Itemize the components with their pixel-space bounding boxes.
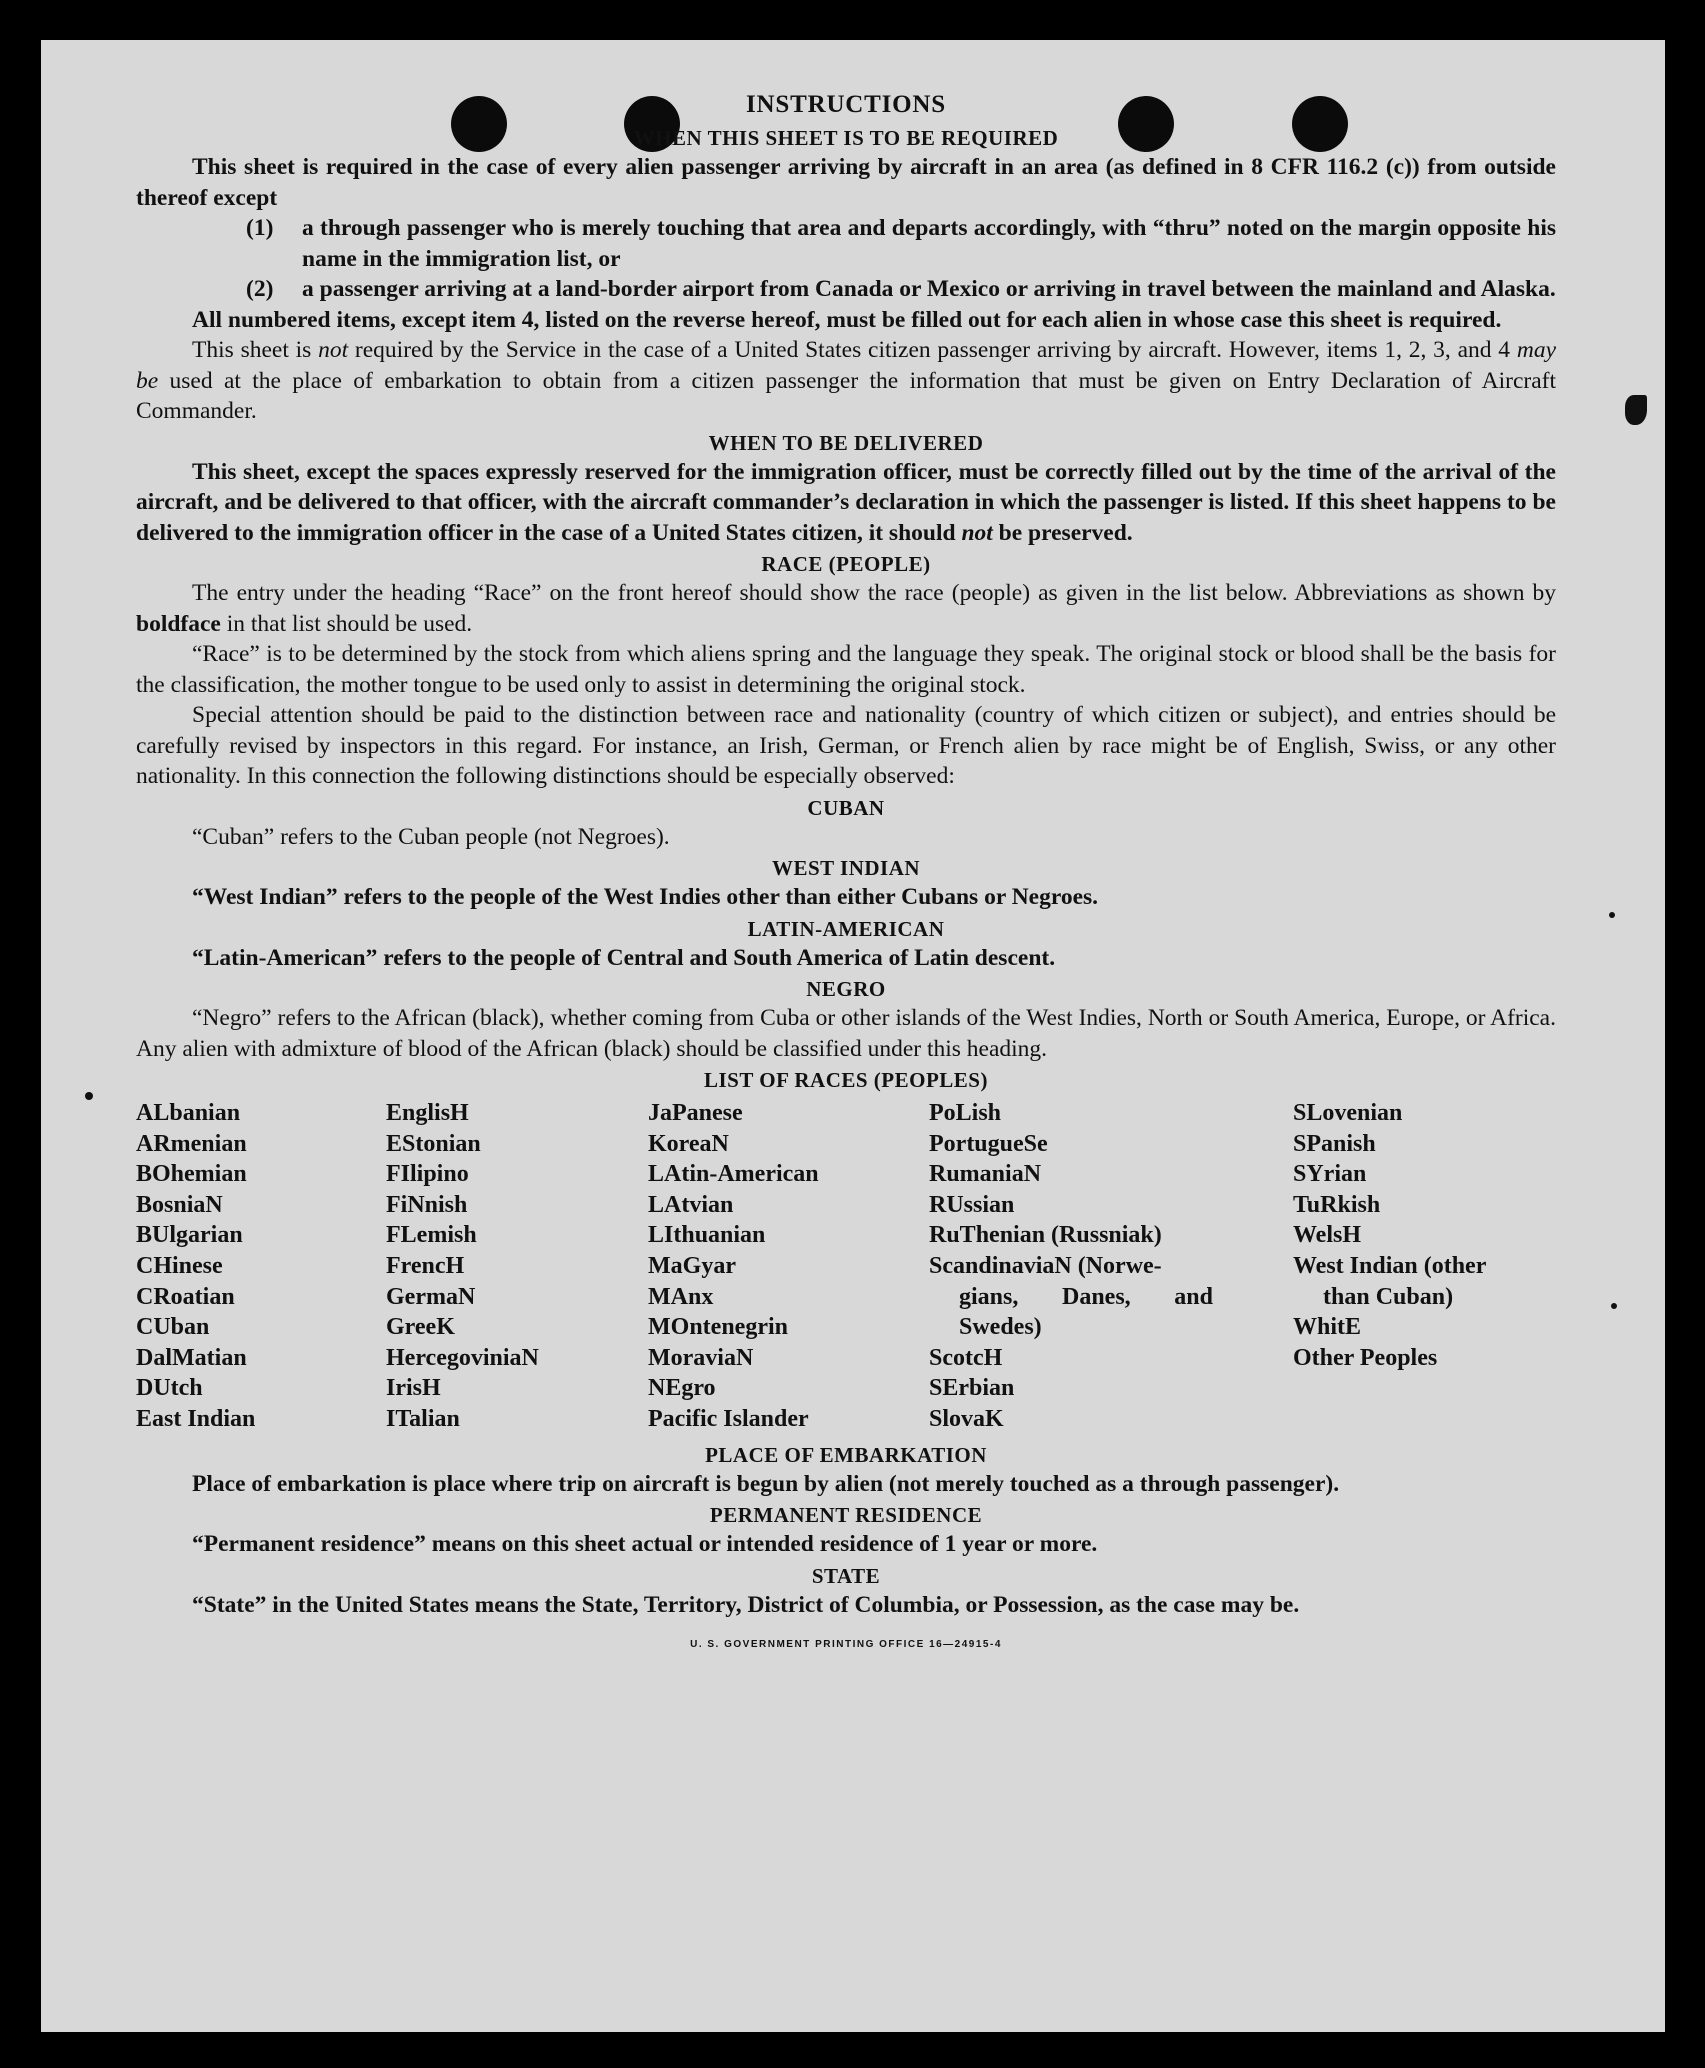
races-column-1 bbox=[136, 1098, 386, 1435]
race-entry: LIthuanian bbox=[648, 1222, 766, 1249]
race-entry: SPanish bbox=[1293, 1130, 1376, 1157]
race-entry: ITalian bbox=[386, 1405, 460, 1432]
race-entry: DUtch bbox=[136, 1375, 203, 1402]
section-heading-embarkation: PLACE OF EMBARKATION bbox=[705, 1442, 987, 1467]
emphasis-not: not bbox=[961, 519, 993, 546]
race-paragraph-1: The entry under the heading “Race” on the front hereof should show the race (people) as given in the list below. Abbreviations as shown by boldface in that list should be used. bbox=[136, 580, 1556, 637]
race-entry: MaGyar bbox=[648, 1252, 736, 1279]
race-entry-continued: gians, Danes, and Swedes) bbox=[959, 1283, 1213, 1341]
race-entry: MoraviaN bbox=[648, 1344, 754, 1371]
race-entry: BOhemian bbox=[136, 1161, 247, 1188]
section-heading-state: STATE bbox=[811, 1563, 881, 1588]
race-entry: LAtin-American bbox=[648, 1161, 819, 1188]
numbered-items-paragraph: All numbered items, except item 4, listed on the reverse hereof, must be filled out for each alien in whose case this sheet is required. bbox=[192, 306, 1502, 333]
race-entry: SlovaK bbox=[929, 1405, 1004, 1432]
race-entry: GermaN bbox=[386, 1283, 476, 1310]
race-entry: WhitE bbox=[1293, 1314, 1362, 1341]
race-entry: SErbian bbox=[929, 1375, 1015, 1402]
item-number: (1) bbox=[246, 215, 274, 241]
race-entry: ARmenian bbox=[136, 1130, 247, 1157]
race-entry: FrencH bbox=[386, 1252, 465, 1279]
race-entry: FIlipino bbox=[386, 1161, 469, 1188]
race-entry: Other Peoples bbox=[1293, 1344, 1438, 1371]
negro-paragraph: “Negro” refers to the African (black), whether coming from Cuba or other islands of the West Indies, North or South America, Europe, or Africa. Any alien with admixture of blood of the African (black) should be classified under this heading. bbox=[136, 1005, 1556, 1062]
section-heading-races-list: LIST OF RACES (PEOPLES) bbox=[704, 1068, 988, 1092]
race-entry: Pacific Islander bbox=[648, 1405, 809, 1432]
race-entry: IrisH bbox=[386, 1375, 441, 1402]
race-entry: SLovenian bbox=[1293, 1100, 1403, 1126]
races-column-2 bbox=[386, 1098, 648, 1435]
west-indian-paragraph: “West Indian” refers to the people of the West Indies other than either Cubans or Negroes. bbox=[192, 884, 1099, 910]
race-entry: ALbanian bbox=[136, 1100, 241, 1126]
race-entry: West Indian (other bbox=[1293, 1252, 1487, 1279]
section-heading-latin-american: LATIN-AMERICAN bbox=[747, 916, 945, 941]
embarkation-paragraph: Place of embarkation is place where trip on aircraft is begun by alien (not merely touched as a through passenger). bbox=[192, 1470, 1340, 1497]
section-heading-west-indian: WEST INDIAN bbox=[771, 856, 921, 880]
race-entry: RumaniaN bbox=[929, 1161, 1042, 1188]
races-column-5 bbox=[1293, 1098, 1556, 1435]
race-entry: CHinese bbox=[136, 1252, 223, 1279]
margin-mark bbox=[85, 1092, 93, 1100]
race-entry: RUssian bbox=[929, 1191, 1015, 1218]
emphasis-not: not bbox=[318, 337, 349, 363]
state-paragraph: “State” in the United States means the State, Territory, District of Columbia, or Possession, as the case may be. bbox=[192, 1591, 1300, 1618]
item-number: (2) bbox=[246, 276, 274, 302]
section-heading-required: WHEN THIS SHEET IS TO BE REQUIRED bbox=[633, 126, 1059, 150]
race-entry: EStonian bbox=[386, 1130, 481, 1157]
race-entry: MAnx bbox=[648, 1283, 714, 1310]
race-entry-continued: than Cuban) bbox=[1323, 1283, 1454, 1310]
printer-imprint: U. S. GOVERNMENT PRINTING OFFICE 16—24915-4 bbox=[690, 1639, 1002, 1651]
race-entry: EnglisH bbox=[386, 1100, 469, 1126]
race-entry: JaPanese bbox=[648, 1100, 743, 1126]
races-column-4 bbox=[929, 1098, 1213, 1435]
citizen-paragraph: This sheet is not required by the Service in the case of a United States citizen passenger arriving by aircraft. However, items 1, 2, 3, and 4 may be used at the place of embarkation to obtain from a citizen passenger the information that must be given on Entry Declaration of Aircraft Commander. bbox=[136, 337, 1556, 424]
race-entry: FiNnish bbox=[386, 1191, 468, 1218]
race-entry: KoreaN bbox=[648, 1130, 729, 1157]
race-entry: East Indian bbox=[136, 1405, 256, 1432]
cuban-paragraph: “Cuban” refers to the Cuban people (not Negroes). bbox=[192, 823, 670, 850]
race-entry: DalMatian bbox=[136, 1344, 247, 1371]
race-paragraph-2: “Race” is to be determined by the stock from which aliens spring and the language they speak. The original stock or blood shall be the basis for the classification, the mother tongue to be used only to assist in determining the original stock. bbox=[136, 641, 1556, 698]
races-list bbox=[136, 1098, 1556, 1435]
margin-mark bbox=[1625, 395, 1647, 425]
latin-american-paragraph: “Latin-American” refers to the people of Central and South America of Latin descent. bbox=[192, 944, 1056, 971]
race-entry: SYrian bbox=[1293, 1161, 1367, 1188]
exception-item bbox=[136, 213, 1556, 274]
required-paragraph: This sheet is required in the case of every alien passenger arriving by aircraft in an area (as defined in 8 CFR 116.2 (c)) from outside thereof except bbox=[136, 154, 1556, 211]
sheet-text bbox=[136, 88, 1556, 1661]
item-text: a through passenger who is merely touching that area and departs accordingly, with “thru” noted on the margin opposite his name in the immigration list, or bbox=[302, 215, 1556, 272]
exception-item bbox=[136, 274, 1556, 305]
race-entry: BUlgarian bbox=[136, 1222, 243, 1249]
race-entry: HercegoviniaN bbox=[386, 1344, 539, 1371]
section-heading-residence: PERMANENT RESIDENCE bbox=[709, 1503, 983, 1528]
section-heading-delivered: WHEN TO BE DELIVERED bbox=[708, 430, 984, 455]
race-entry: CRoatian bbox=[136, 1283, 235, 1310]
margin-mark bbox=[1609, 912, 1615, 918]
race-entry: WelsH bbox=[1293, 1222, 1362, 1249]
race-entry: NEgro bbox=[648, 1375, 716, 1402]
section-heading-race: RACE (PEOPLE) bbox=[761, 552, 931, 576]
section-heading-negro: NEGRO bbox=[806, 977, 886, 1001]
race-entry: TuRkish bbox=[1293, 1191, 1381, 1218]
margin-mark bbox=[1611, 1303, 1617, 1309]
race-entry: BosniaN bbox=[136, 1191, 223, 1218]
race-entry: LAtvian bbox=[648, 1191, 734, 1218]
races-column-3 bbox=[648, 1098, 929, 1435]
race-paragraph-3: Special attention should be paid to the distinction between race and nationality (country of which citizen or subject), and entries should be carefully revised by inspectors in this regard. For instance, an Irish, German, or French alien by race might be of English, Swiss, or any other nationality. In this connection the following distinctions should be especially observed: bbox=[136, 702, 1556, 789]
instruction-sheet bbox=[41, 40, 1665, 2032]
section-heading-cuban: CUBAN bbox=[807, 795, 885, 820]
item-text: a passenger arriving at a land-border airport from Canada or Mexico or arriving in travel between the mainland and Alaska. bbox=[302, 276, 1556, 302]
race-entry: ScandinaviaN (Norwe- bbox=[929, 1252, 1162, 1279]
race-entry: CUban bbox=[136, 1314, 210, 1341]
delivered-paragraph: This sheet, except the spaces expressly reserved for the immigration officer, must be correctly filled out by the time of the arrival of the aircraft, and be delivered to that officer, with the aircraft commander’s declaration in which the passenger is listed. If this sheet happens to be delivered to the immigration officer in the case of a United States citizen, it should not be preserved. bbox=[136, 458, 1556, 546]
race-entry: GreeK bbox=[386, 1314, 455, 1341]
page-title: INSTRUCTIONS bbox=[746, 91, 946, 118]
residence-paragraph: “Permanent residence” means on this sheet actual or intended residence of 1 year or more. bbox=[192, 1531, 1098, 1558]
race-entry: PoLish bbox=[929, 1100, 1002, 1126]
race-entry: PortugueSe bbox=[929, 1130, 1048, 1157]
emphasis-may-be: may be bbox=[136, 337, 1556, 394]
race-entry: ScotcH bbox=[929, 1344, 1003, 1371]
race-entry: FLemish bbox=[386, 1222, 477, 1249]
race-entry: MOntenegrin bbox=[648, 1314, 788, 1341]
race-entry: RuThenian (Russniak) bbox=[929, 1222, 1162, 1249]
